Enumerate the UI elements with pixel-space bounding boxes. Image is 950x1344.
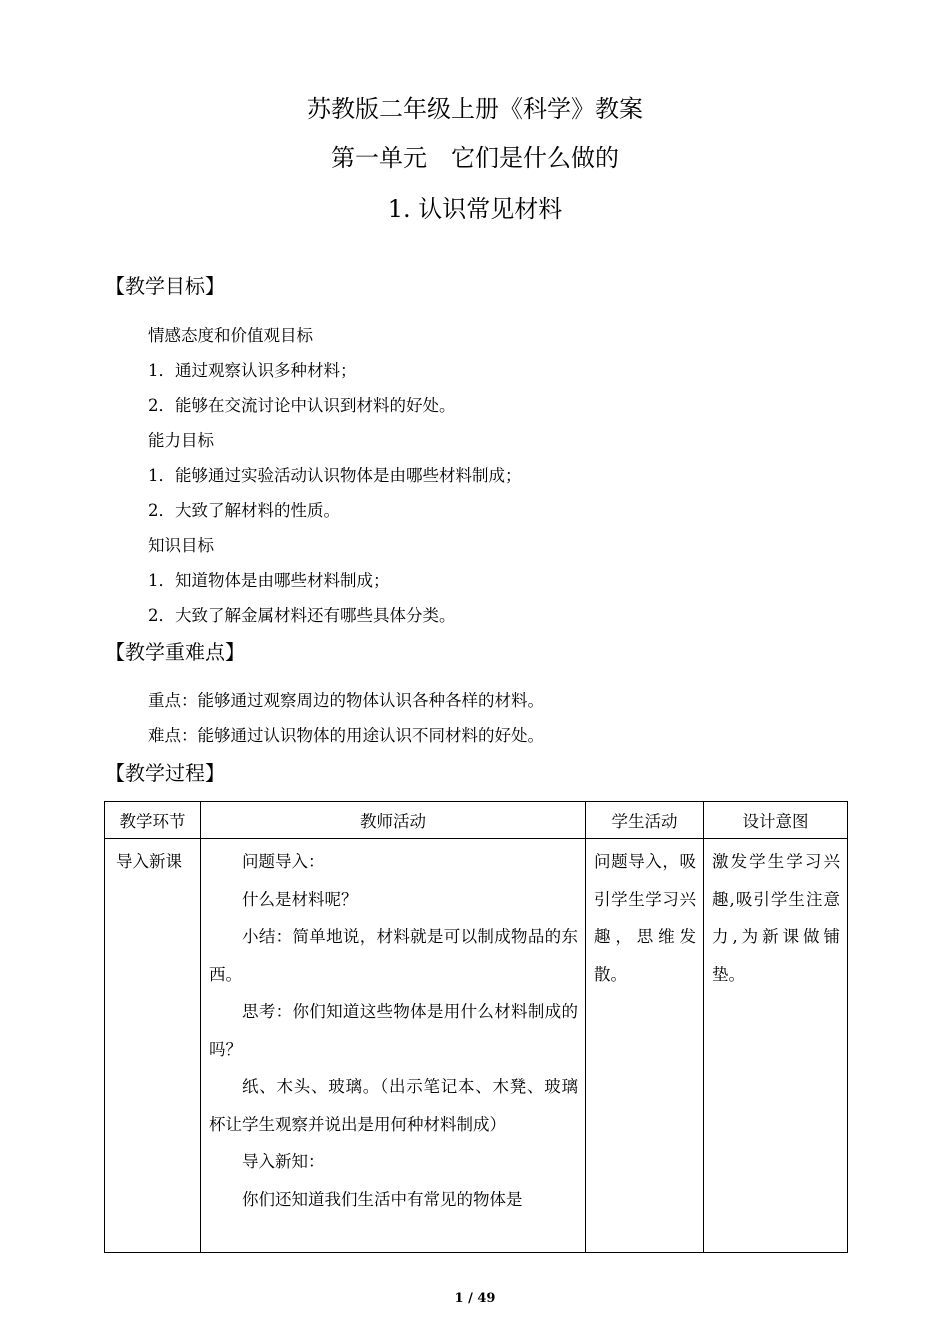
teacher-activity-line: 纸、木头、玻璃。（出示笔记本、木凳、玻璃杯让学生观察并说出是用何种材料制成）	[209, 1077, 578, 1134]
teaching-process-table	[104, 801, 848, 1253]
page-number: 1 / 49	[454, 1291, 496, 1306]
goal-line: 2．大致了解金属材料还有哪些具体分类。	[148, 606, 456, 625]
teacher-activity-line: 什么是材料呢？	[242, 889, 358, 909]
table-header-row	[105, 802, 848, 839]
goal-line: 情感态度和价值观目标	[148, 326, 313, 345]
unit-title: 第一单元 它们是什么做的	[331, 144, 619, 172]
column-header-teacher-activity: 教师活动	[201, 802, 586, 839]
teacher-activity-cell	[201, 839, 586, 1253]
teacher-activity-line: 导入新知：	[242, 1152, 325, 1171]
goal-line: 知识目标	[148, 536, 214, 555]
teacher-activity-line: 问题导入：	[242, 852, 325, 871]
key-point-line: 重点：能够通过观察周边的物体认识各种各样的材料。	[148, 691, 544, 710]
student-activity-cell	[586, 839, 704, 1253]
column-header-design-intent: 设计意图	[704, 802, 848, 839]
stage-cell	[105, 839, 201, 1253]
column-header-stage: 教学环节	[105, 802, 201, 839]
lesson-title: 1. 认识常见材料	[387, 195, 563, 223]
section-heading-process: 【教学过程】	[105, 761, 225, 785]
goal-line: 2．能够在交流讨论中认识到材料的好处。	[148, 396, 456, 415]
goal-line: 1．能够通过实验活动认识物体是由哪些材料制成；	[148, 466, 522, 485]
column-header-student-activity: 学生活动	[586, 802, 704, 839]
goal-line: 1．知道物体是由哪些材料制成；	[148, 571, 390, 590]
student-activity-text: 问题导入，吸引学生学习兴趣，思维发散。	[594, 852, 696, 984]
section-heading-goals: 【教学目标】	[105, 274, 225, 298]
teacher-activity-line: 小结：简单地说，材料就是可以制成物品的东西。	[209, 927, 578, 984]
goal-line: 2．大致了解材料的性质。	[148, 501, 340, 520]
stage-text: 导入新课	[116, 852, 182, 871]
goal-line: 能力目标	[148, 431, 214, 450]
goal-line: 1．通过观察认识多种材料；	[148, 361, 357, 380]
design-intent-text: 激发学生学习兴趣,吸引学生注意力,为新课做铺垫。	[712, 852, 840, 984]
section-heading-key-points: 【教学重难点】	[105, 640, 245, 664]
teacher-activity-line: 思考：你们知道这些物体是用什么材料制成的吗？	[209, 1002, 578, 1059]
teacher-activity-line: 你们还知道我们生活中有常见的物体是	[242, 1189, 523, 1209]
key-point-line: 难点：能够通过认识物体的用途认识不同材料的好处。	[148, 726, 544, 745]
design-intent-cell	[704, 839, 848, 1253]
document-title: 苏教版二年级上册《科学》教案	[307, 95, 643, 123]
table-row	[105, 839, 848, 1253]
